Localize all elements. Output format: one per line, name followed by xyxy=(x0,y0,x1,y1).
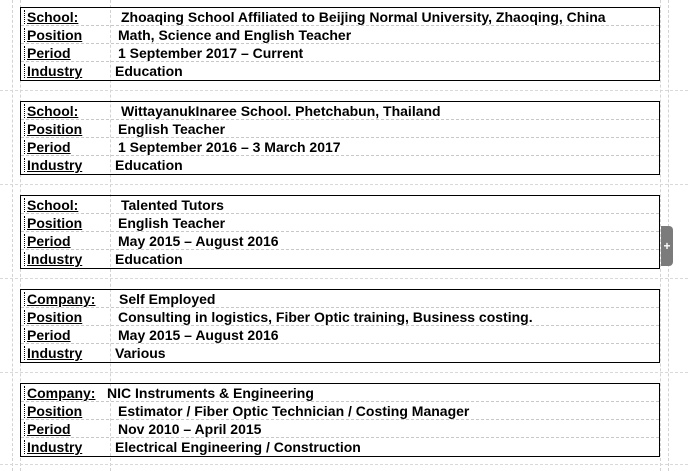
grid-line xyxy=(0,464,688,465)
period-label: Period xyxy=(27,139,71,155)
entry-row-period xyxy=(21,420,659,438)
position-value: English Teacher xyxy=(118,121,226,137)
industry-label: Industry xyxy=(27,63,83,79)
row-marker xyxy=(24,328,25,342)
entry-row-position xyxy=(21,120,659,138)
period-label: Period xyxy=(27,421,71,437)
employer-value: Self Employed xyxy=(119,291,216,307)
employer-label: School: xyxy=(27,103,79,119)
employer-value: NIC Instruments & Engineering xyxy=(107,385,314,401)
employer-value: WittayanukInaree School. Phetchabun, Thailand xyxy=(121,103,441,119)
employer-value: Zhoaqing School Affiliated to Beijing Normal University, Zhaoqing, China xyxy=(121,9,606,25)
entry-row-position xyxy=(21,26,659,44)
position-label: Position xyxy=(27,27,83,43)
employer-label: School: xyxy=(27,197,79,213)
industry-label: Industry xyxy=(27,439,83,455)
entry-row-position xyxy=(21,402,659,420)
row-marker xyxy=(24,252,25,266)
grid-line xyxy=(0,184,688,185)
entry-row-position xyxy=(21,308,659,326)
industry-value: Education xyxy=(115,251,183,267)
row-marker xyxy=(24,346,25,360)
entry-row-industry xyxy=(21,250,659,268)
grid-line xyxy=(0,278,688,279)
row-marker xyxy=(24,310,25,324)
row-marker xyxy=(24,122,25,136)
industry-value: Education xyxy=(115,63,183,79)
add-table-row-button[interactable] xyxy=(661,226,673,266)
employment-entry xyxy=(20,101,660,175)
period-value: 1 September 2016 – 3 March 2017 xyxy=(118,139,341,155)
position-value: English Teacher xyxy=(118,215,226,231)
row-marker xyxy=(24,404,25,418)
plus-icon: + xyxy=(663,239,671,253)
entry-row-period xyxy=(21,44,659,62)
entry-row-industry xyxy=(21,438,659,456)
row-marker xyxy=(24,64,25,78)
entry-row-period xyxy=(21,326,659,344)
position-label: Position xyxy=(27,121,83,137)
entry-row-employer xyxy=(21,8,659,26)
employer-label: School: xyxy=(27,9,79,25)
industry-label: Industry xyxy=(27,345,83,361)
grid-line xyxy=(12,0,13,471)
row-marker xyxy=(24,216,25,230)
row-marker xyxy=(24,104,25,118)
row-marker xyxy=(24,28,25,42)
entry-row-employer xyxy=(21,196,659,214)
period-label: Period xyxy=(27,327,71,343)
entry-row-period xyxy=(21,232,659,250)
row-marker xyxy=(24,140,25,154)
position-value: Math, Science and English Teacher xyxy=(118,27,352,43)
industry-label: Industry xyxy=(27,157,83,173)
row-marker xyxy=(24,440,25,454)
period-label: Period xyxy=(27,45,71,61)
row-marker xyxy=(24,386,25,400)
entry-row-employer xyxy=(21,102,659,120)
row-marker xyxy=(24,158,25,172)
row-marker xyxy=(24,422,25,436)
industry-value: Education xyxy=(115,157,183,173)
entry-row-employer xyxy=(21,384,659,402)
position-value: Estimator / Fiber Optic Technician / Costing Manager xyxy=(118,403,470,419)
industry-label: Industry xyxy=(27,251,83,267)
position-label: Position xyxy=(27,403,83,419)
entry-row-employer xyxy=(21,290,659,308)
industry-value: Electrical Engineering / Construction xyxy=(115,439,361,455)
employer-value: Talented Tutors xyxy=(121,197,224,213)
row-marker xyxy=(24,292,25,306)
row-marker xyxy=(24,234,25,248)
employment-entry xyxy=(20,289,660,363)
row-marker xyxy=(24,10,25,24)
period-value: May 2015 – August 2016 xyxy=(118,327,279,343)
period-value: May 2015 – August 2016 xyxy=(118,233,279,249)
employer-label: Company: xyxy=(27,385,96,401)
employment-entry xyxy=(20,195,660,269)
entry-row-industry xyxy=(21,344,659,362)
entry-row-industry xyxy=(21,62,659,80)
position-label: Position xyxy=(27,215,83,231)
position-label: Position xyxy=(27,309,83,325)
period-value: Nov 2010 – April 2015 xyxy=(118,421,262,437)
employer-label: Company: xyxy=(27,291,96,307)
entry-row-position xyxy=(21,214,659,232)
industry-value: Various xyxy=(115,345,166,361)
grid-line xyxy=(0,90,688,91)
employment-entry xyxy=(20,383,660,457)
entry-row-period xyxy=(21,138,659,156)
grid-line xyxy=(0,372,688,373)
row-marker xyxy=(24,198,25,212)
position-value: Consulting in logistics, Fiber Optic training, Business costing. xyxy=(118,309,533,325)
row-marker xyxy=(24,46,25,60)
entry-row-industry xyxy=(21,156,659,174)
period-label: Period xyxy=(27,233,71,249)
period-value: 1 September 2017 – Current xyxy=(118,45,304,61)
employment-entry xyxy=(20,7,660,81)
